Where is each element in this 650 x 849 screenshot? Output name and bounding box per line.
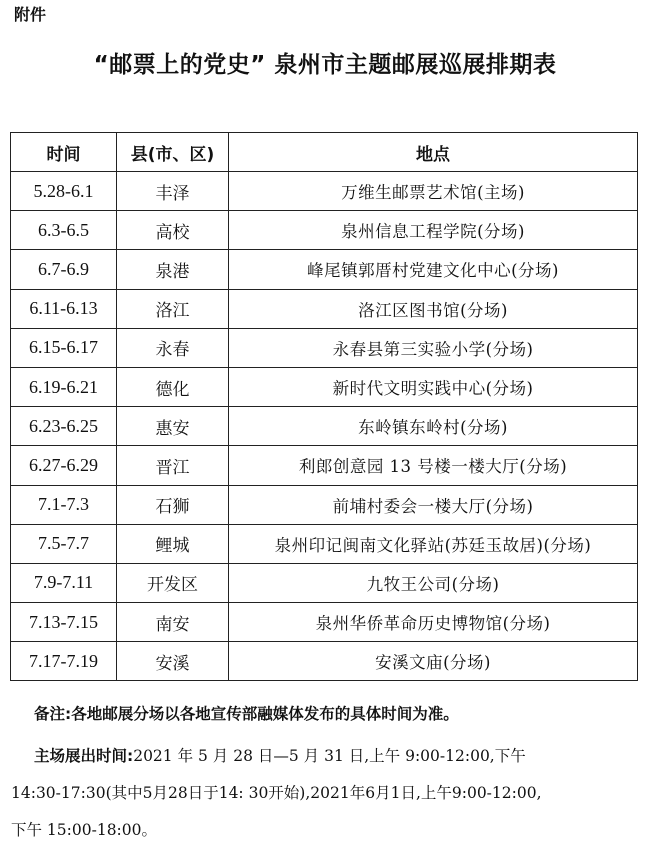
place-cell: 洛江区图书馆(分场): [229, 289, 638, 328]
place-cell: 永春县第三实验小学(分场): [229, 328, 638, 367]
attachment-label: 附件: [14, 5, 47, 24]
county-cell: 丰泽: [117, 172, 229, 211]
county-cell: 高校: [117, 211, 229, 250]
time-cell: 5.28-6.1: [11, 172, 117, 211]
county-cell: 德化: [117, 367, 229, 406]
place-cell: 新时代文明实践中心(分场): [229, 367, 638, 406]
table-row: [11, 642, 638, 681]
table-row: [11, 603, 638, 642]
table-row: [11, 250, 638, 289]
time-cell: 6.11-6.13: [11, 289, 117, 328]
time-cell: 6.23-6.25: [11, 407, 117, 446]
table-row: [11, 563, 638, 602]
remark-note: 备注:各地邮展分场以各地宣传部融媒体发布的具体时间为准。: [34, 705, 459, 723]
table-row: [11, 524, 638, 563]
time-cell: 6.7-6.9: [11, 250, 117, 289]
county-cell: 石狮: [117, 485, 229, 524]
place-cell: 九牧王公司(分场): [229, 563, 638, 602]
header-place: 地点: [229, 133, 638, 172]
table-header-row: [11, 133, 638, 172]
county-cell: 永春: [117, 328, 229, 367]
header-county: 县(市、区): [117, 133, 229, 172]
county-cell: 开发区: [117, 563, 229, 602]
place-cell: 泉州信息工程学院(分场): [229, 211, 638, 250]
county-cell: 南安: [117, 603, 229, 642]
main-venue-dates: 2021 年 5 月 28 日—5 月 31 日,上午 9:00-12:00,下午: [133, 747, 526, 765]
place-cell: 利郎创意园 13 号楼一楼大厅(分场): [229, 446, 638, 485]
county-cell: 鲤城: [117, 524, 229, 563]
place-cell: 泉州华侨革命历史博物馆(分场): [229, 603, 638, 642]
county-cell: 洛江: [117, 289, 229, 328]
table-row: [11, 446, 638, 485]
place-cell: 万维生邮票艺术馆(主场): [229, 172, 638, 211]
time-cell: 7.9-7.11: [11, 563, 117, 602]
table-row: [11, 289, 638, 328]
time-cell: 6.3-6.5: [11, 211, 117, 250]
main-venue-info: [11, 738, 640, 849]
place-cell: 峰尾镇郭厝村党建文化中心(分场): [229, 250, 638, 289]
time-cell: 7.17-7.19: [11, 642, 117, 681]
table-row: [11, 211, 638, 250]
header-time: 时间: [11, 133, 117, 172]
county-cell: 泉港: [117, 250, 229, 289]
county-cell: 晋江: [117, 446, 229, 485]
time-cell: 6.19-6.21: [11, 367, 117, 406]
schedule-table: [10, 132, 638, 681]
place-cell: 前埔村委会一楼大厅(分场): [229, 485, 638, 524]
main-venue-line-1: [34, 738, 640, 775]
table-row: [11, 172, 638, 211]
schedule-body: [11, 172, 638, 681]
main-venue-line-2: 14:30-17:30(其中5月28日于14: 30开始),2021年6月1日,上午9:00-12:00,: [11, 784, 542, 802]
place-cell: 安溪文庙(分场): [229, 642, 638, 681]
place-cell: 东岭镇东岭村(分场): [229, 407, 638, 446]
time-cell: 6.15-6.17: [11, 328, 117, 367]
table-row: [11, 367, 638, 406]
county-cell: 安溪: [117, 642, 229, 681]
place-cell: 泉州印记闽南文化驿站(苏廷玉故居)(分场): [229, 524, 638, 563]
table-row: [11, 328, 638, 367]
time-cell: 6.27-6.29: [11, 446, 117, 485]
time-cell: 7.5-7.7: [11, 524, 117, 563]
time-cell: 7.1-7.3: [11, 485, 117, 524]
document-title: “邮票上的党史” 泉州市主题邮展巡展排期表: [93, 52, 557, 78]
table-row: [11, 485, 638, 524]
main-venue-line-3: 下午 15:00-18:00。: [11, 821, 158, 839]
main-venue-label: 主场展出时间:: [34, 747, 134, 765]
time-cell: 7.13-7.15: [11, 603, 117, 642]
table-row: [11, 407, 638, 446]
county-cell: 惠安: [117, 407, 229, 446]
